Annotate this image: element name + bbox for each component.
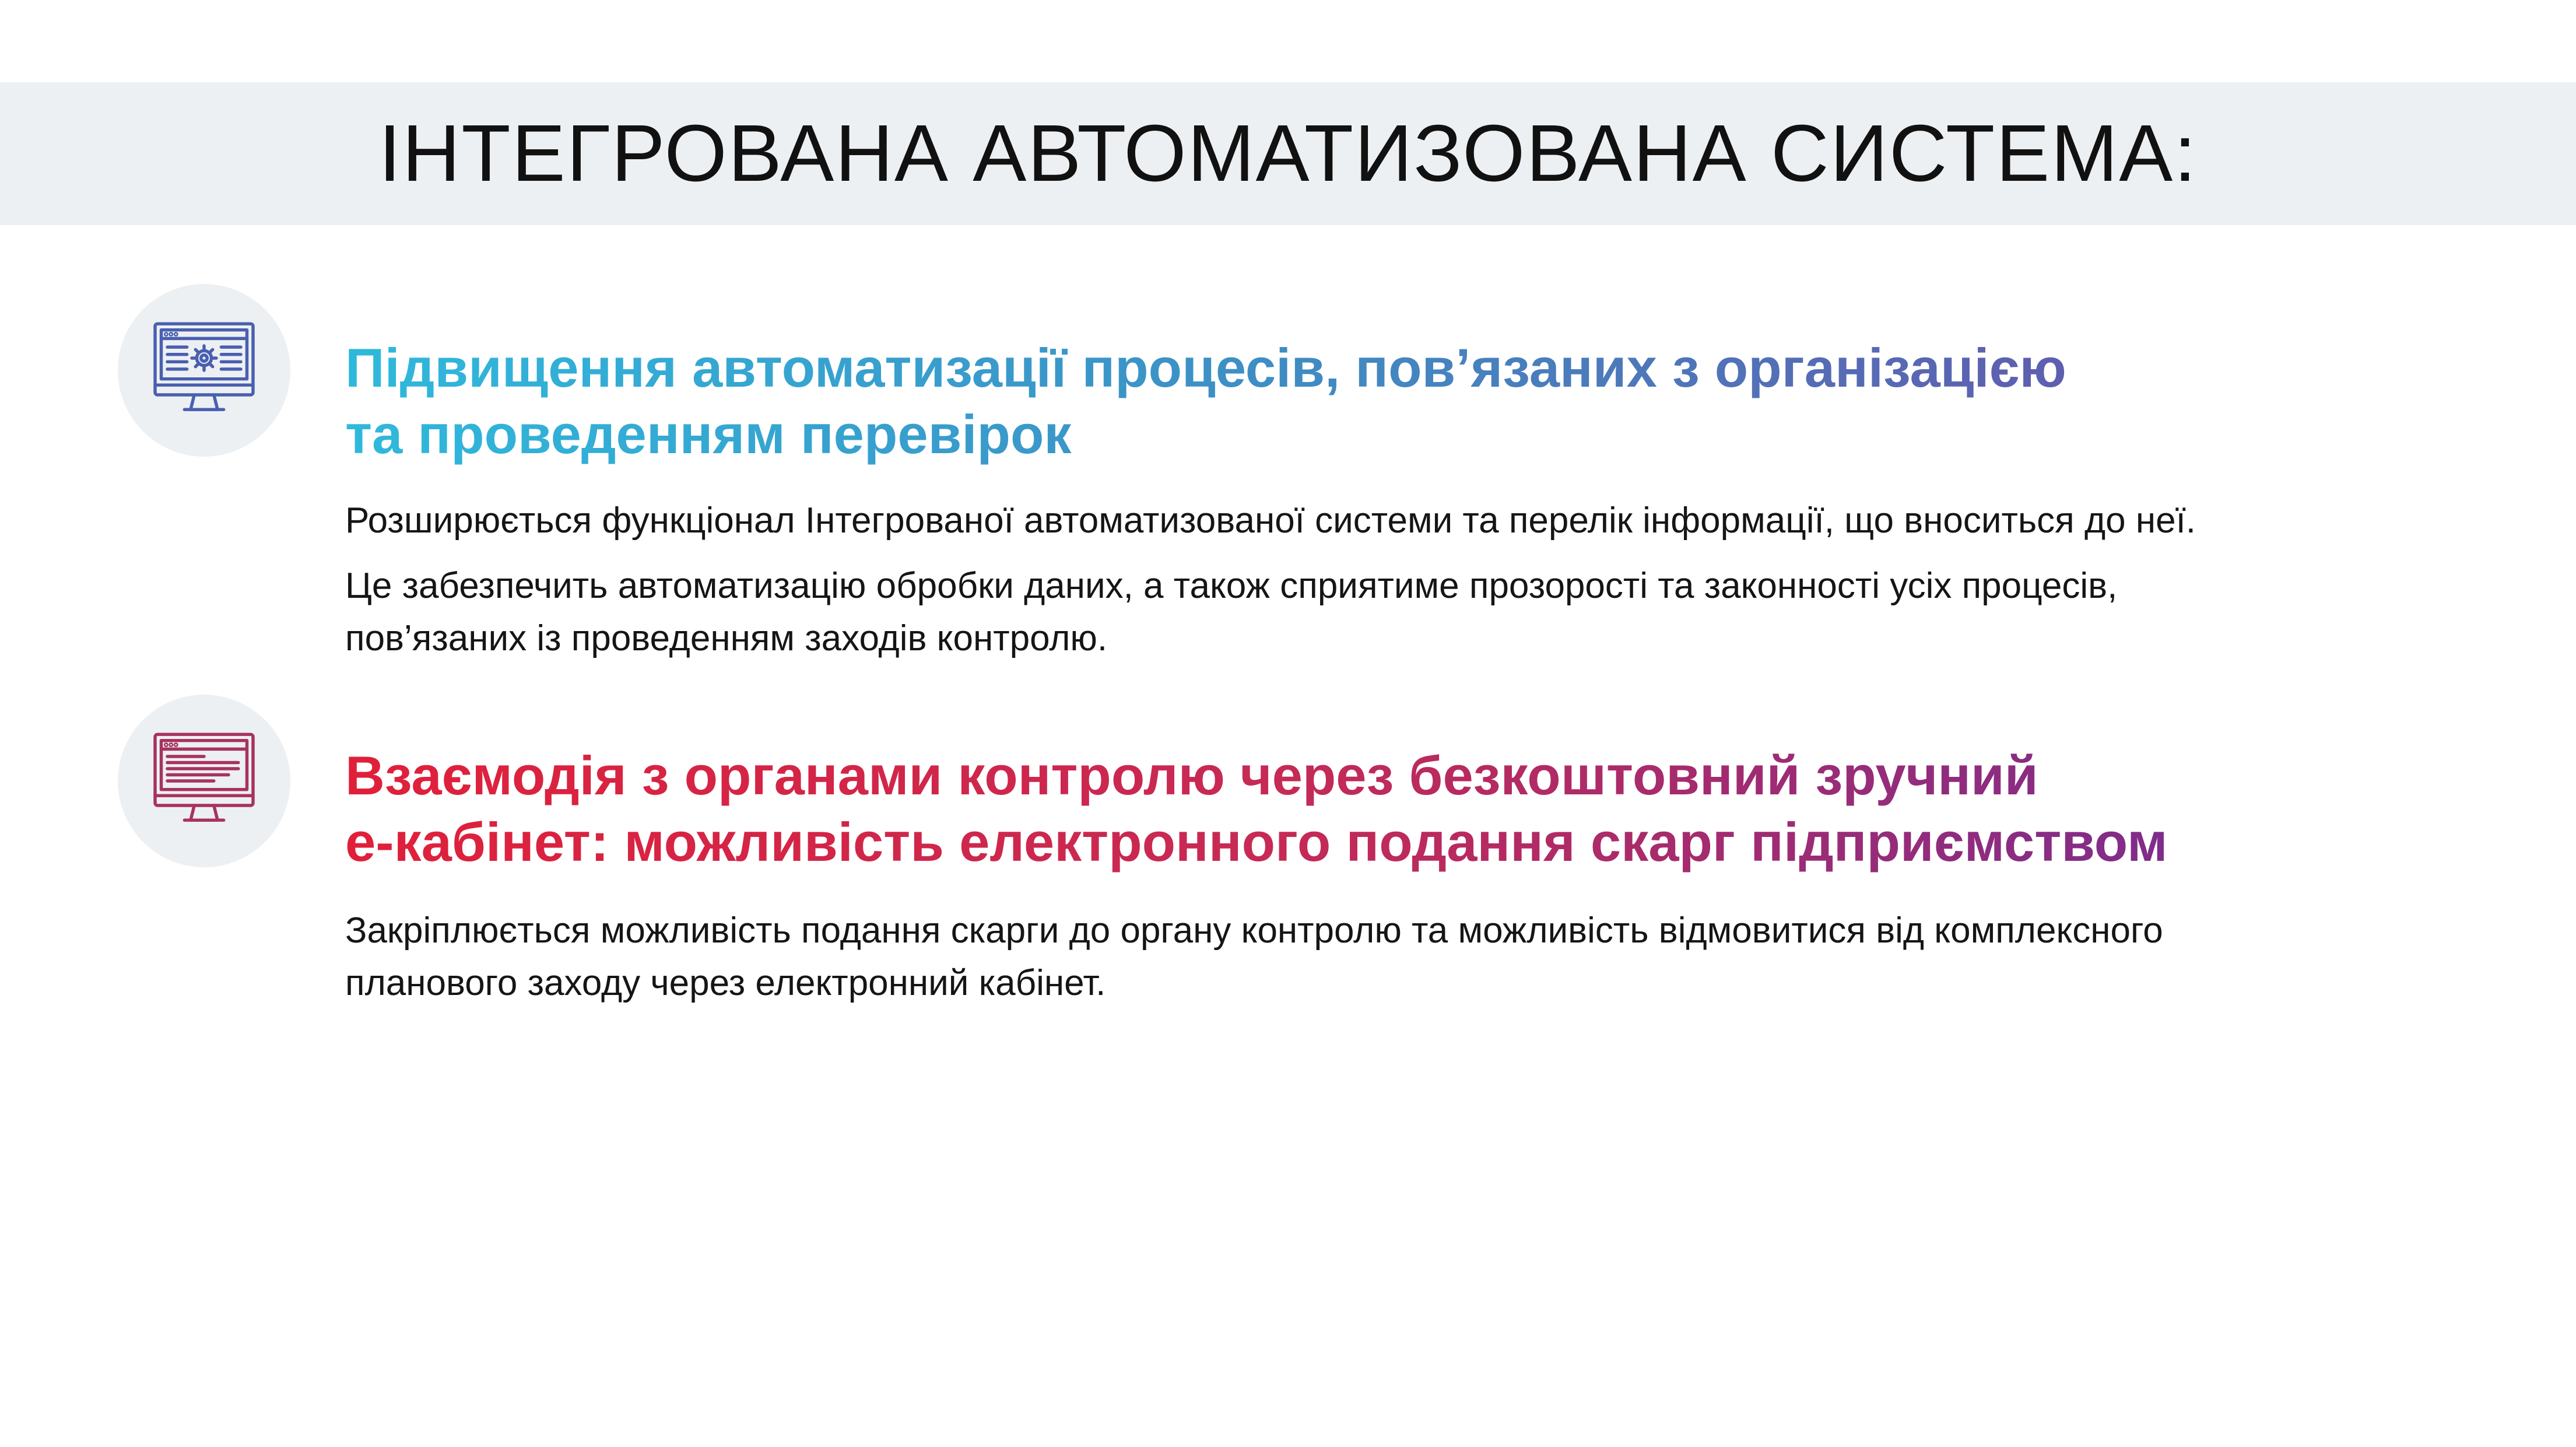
heading-line: та проведенням перевірок xyxy=(345,404,1072,465)
monitor-gear-icon xyxy=(118,284,290,457)
paragraph-line: Це забезпечить автоматизацію обробки даних, а також сприятиме прозорості та законності усіх процесів, xyxy=(345,566,2118,606)
section-heading xyxy=(345,335,2339,468)
paragraph-line: Закріплюється можливість подання скарги до органу контролю та можливість відмовитися від комплексного xyxy=(345,910,2163,951)
section-heading xyxy=(345,742,2421,875)
paragraph-line: Розширюється функціонал Інтегрованої автоматизованої системи та перелік інформації, що вноситься до неї. xyxy=(345,500,2196,541)
paragraph-line: планового заходу через електронний кабінет. xyxy=(345,963,1106,1003)
title-bar xyxy=(0,82,2576,225)
heading-line: Підвищення автоматизації процесів, пов’язаних з організацією xyxy=(345,337,2066,398)
paragraph-line: пов’язаних із проведенням заходів контролю. xyxy=(345,618,1108,658)
section-paragraph xyxy=(345,560,2117,665)
section-paragraph xyxy=(345,905,2163,1010)
section-paragraph xyxy=(345,495,2196,547)
heading-line: Взаємодія з органами контролю через безкоштовний зручний xyxy=(345,745,2038,806)
monitor-document-icon xyxy=(118,695,290,867)
page-title: ІНТЕГРОВАНА АВТОМАТИЗОВАНА СИСТЕМА: xyxy=(378,108,2198,198)
heading-line: е-кабінет: можливість електронного подання скарг підприємством xyxy=(345,811,2168,873)
